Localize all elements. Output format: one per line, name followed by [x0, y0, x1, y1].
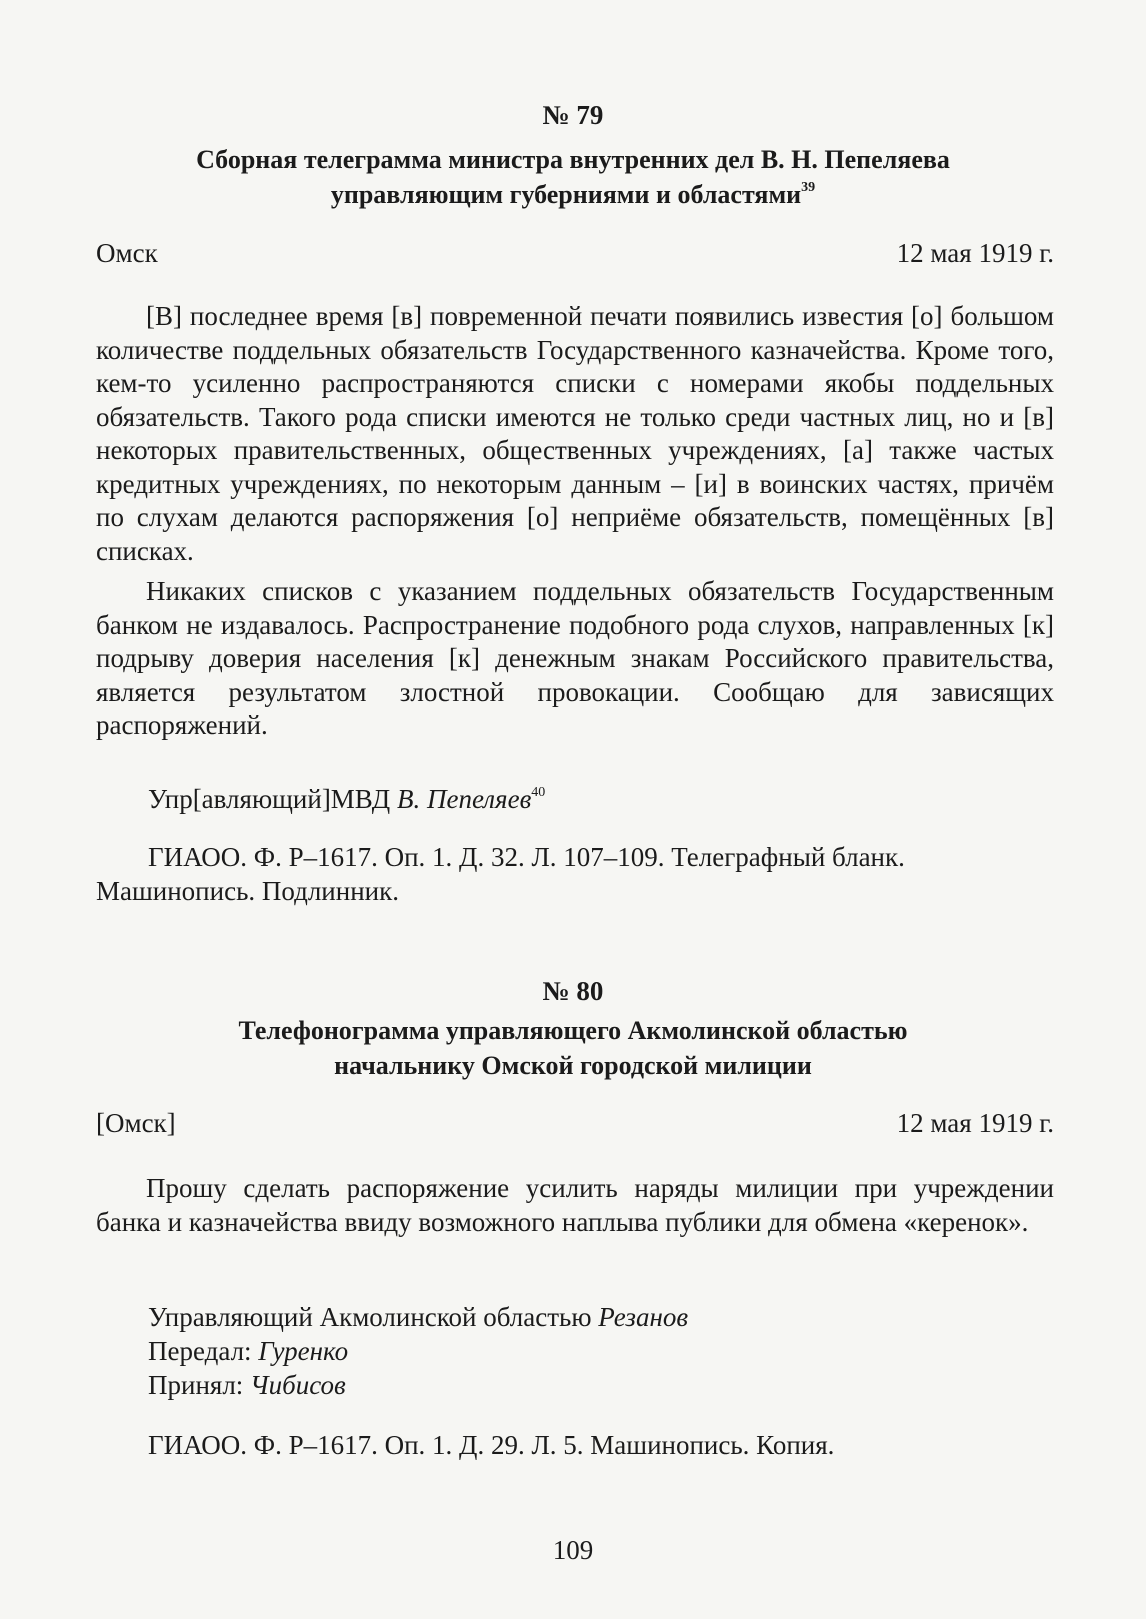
doc80-sig1-name: Резанов — [598, 1302, 689, 1332]
doc80-number: № 80 — [542, 976, 604, 1006]
doc80-sig3-label: Принял: — [148, 1370, 244, 1400]
doc79-signature — [148, 782, 545, 816]
doc79-title-line2-text: управляющим губерниями и областями — [330, 180, 802, 209]
doc79-footnote-ref: 39 — [801, 180, 816, 195]
doc80-date: 12 мая 1919 г. — [896, 1108, 1054, 1138]
doc79-place-date — [96, 238, 1054, 269]
doc79-paragraph-2: Никаких списков с указанием поддельных обязательств Государственным банком не издавалось. Распространение подобного рода слухов, направленных [к] подрыву доверия населения [к] денежным знакам Российского правительства, является результатом злостной провокации. Сообщаю для зависящих распоряжений. — [96, 576, 1054, 740]
doc80-place-date — [96, 1108, 1054, 1139]
doc80-sig2-name: Гуренко — [258, 1336, 349, 1366]
doc79-number: № 79 — [542, 100, 604, 130]
doc79-signature-prefix: Упр[авляющий]МВД — [148, 784, 391, 814]
page-number: 109 — [552, 1535, 594, 1565]
doc80-sig2-label: Передал: — [148, 1336, 252, 1366]
doc79-signature-name: В. Пепеляев — [396, 784, 532, 814]
doc79-place: Омск — [96, 238, 158, 268]
doc79-paragraph-1: [В] последнее время [в] повременной печати появились известия [о] большом количестве поддельных обязательств Государственного казначейства. Кроме того, кем-то усиленно распространяются списки с номерами якобы поддельных обязательств. Такого рода списки имеются не только среди частных лиц, но и [в] некоторых правительственных, общественных учреждениях, [а] также частых кредитных учреждениях, по некоторым данным – [и] в воинских частях, причём по слухам делаются распоряжения [о] неприёме обязательств, помещённых [в] списках. — [96, 301, 1054, 566]
doc79-title-line2 — [0, 177, 1146, 212]
doc80-sig1-label: Управляющий Акмолинской областью — [148, 1302, 592, 1332]
doc80-signatures — [148, 1300, 688, 1402]
doc80-title — [0, 1013, 1146, 1083]
doc80-title-line1: Телефонограмма управляющего Акмолинской областью — [238, 1016, 908, 1045]
doc79-date: 12 мая 1919 г. — [896, 238, 1054, 268]
doc79-title — [0, 142, 1146, 212]
doc80-signature-2 — [148, 1334, 688, 1368]
doc79-archive-source: ГИАОО. Ф. Р–1617. Оп. 1. Д. 32. Л. 107–109. Телеграфный бланк. Машинопись. Подлинник. — [96, 842, 905, 906]
doc80-place: [Омск] — [96, 1108, 176, 1138]
doc80-paragraph-1: Прошу сделать распоряжение усилить наряды милиции при учреждении банка и казначейства ввиду возможного наплыва публики для обмена «керенок». — [96, 1173, 1054, 1237]
doc80-title-line2: начальнику Омской городской милиции — [334, 1051, 812, 1080]
doc80-sig3-name: Чибисов — [250, 1370, 346, 1400]
doc79-signature-footnote: 40 — [531, 785, 546, 800]
doc80-archive-source: ГИАОО. Ф. Р–1617. Оп. 1. Д. 29. Л. 5. Машинопись. Копия. — [148, 1430, 835, 1460]
doc80-signature-3 — [148, 1368, 688, 1402]
doc79-title-line1: Сборная телеграмма министра внутренних дел В. Н. Пепеляева — [196, 145, 950, 174]
doc80-signature-1 — [148, 1300, 688, 1334]
